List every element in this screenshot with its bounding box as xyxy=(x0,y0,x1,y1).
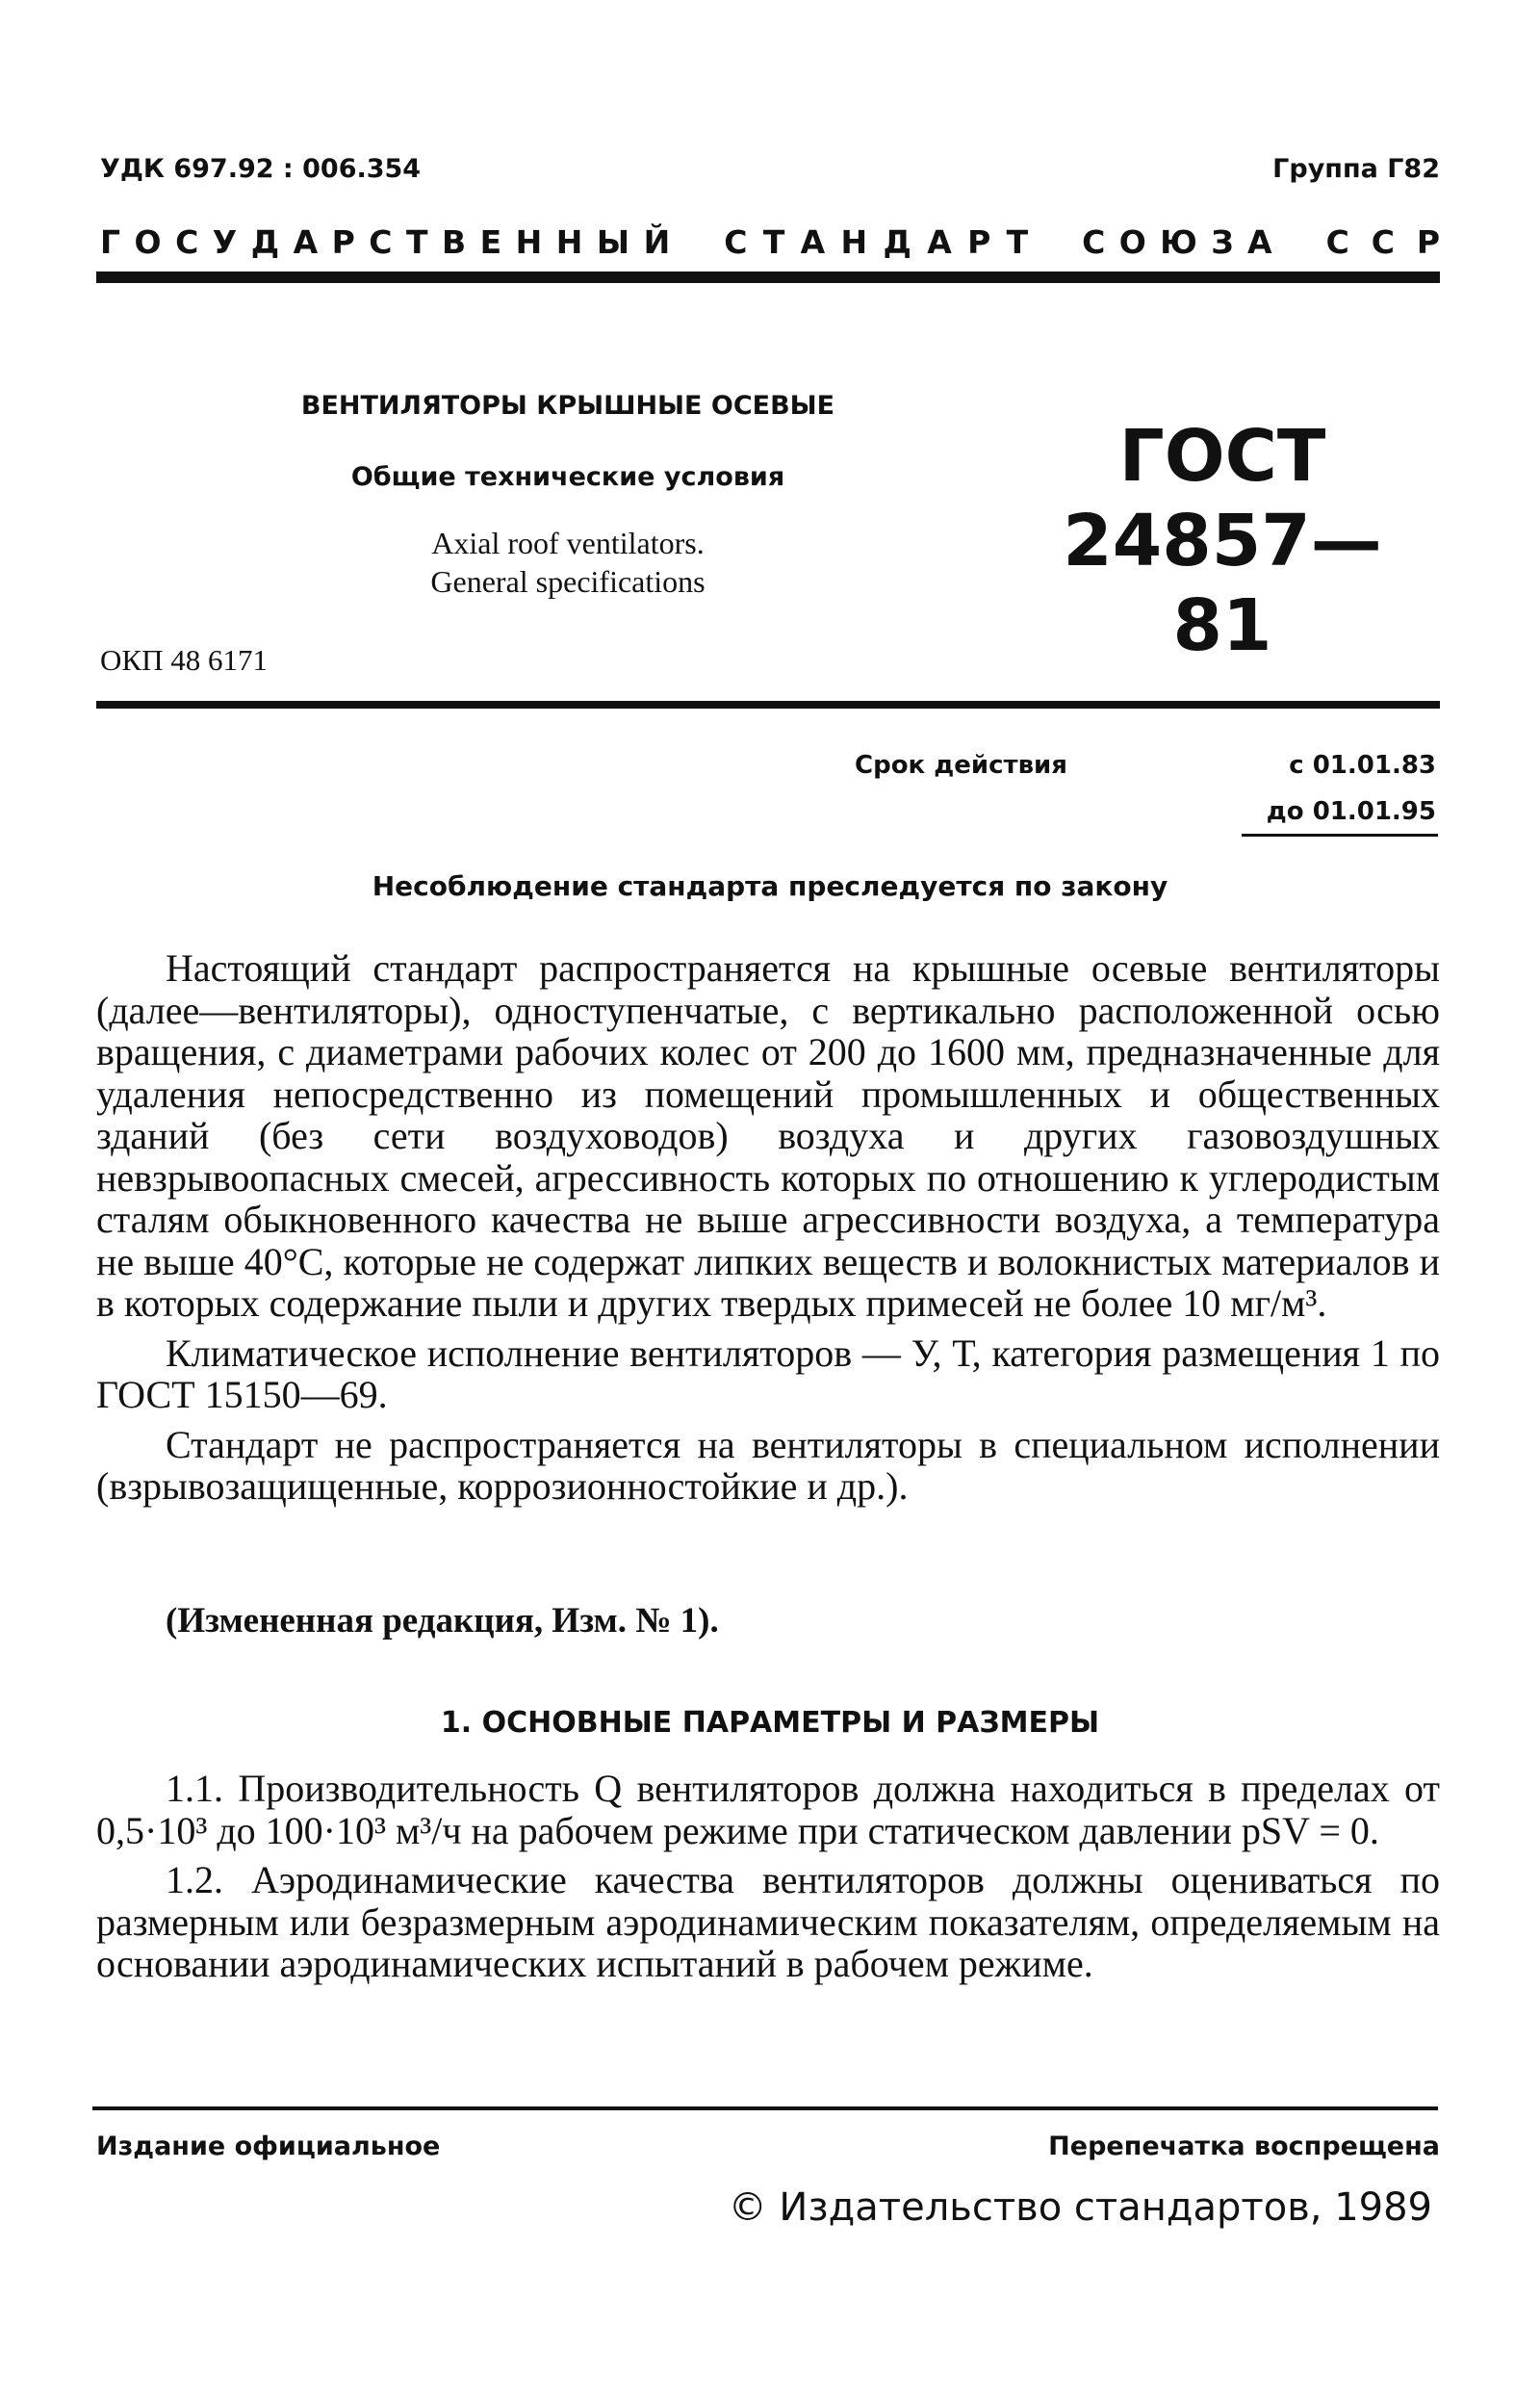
footer-divider xyxy=(92,2106,1438,2110)
item-1-2: 1.2. Аэродинамические качества вентиляторов должны оцениваться по размерным или безразмерным аэродинамическим показателям, определяемым на основании аэродинамических испытаний в рабочем режиме. xyxy=(96,1858,1440,1985)
validity-from: с 01.01.83 xyxy=(1289,751,1436,780)
standard-title-ru: ВЕНТИЛЯТОРЫ КРЫШНЫЕ ОСЕВЫЕ xyxy=(300,391,835,421)
state-standard-heading xyxy=(100,223,1440,261)
copyright-note: © Издательство стандартов, 1989 xyxy=(728,2185,1432,2230)
state-standard-word: С О Ю З А xyxy=(1082,223,1272,261)
law-notice: Несоблюдение стандарта преследуется по закону xyxy=(372,870,1168,902)
gost-label: ГОСТ xyxy=(1118,415,1326,498)
standard-title-en xyxy=(289,524,847,601)
header-divider xyxy=(96,271,1440,283)
state-standard-word: С С Р xyxy=(1325,223,1440,261)
gost-designation xyxy=(1040,414,1405,668)
paragraph: Настоящий стандарт распространяется на крышные осевые вентиляторы (далее—вентиляторы), одноступенчатые, с вертикально расположенной осью вращения, с диаметрами рабочих колес от 200 до 1600 мм, предназначенные для удаления непосредственно из помещений промышленных и общественных зданий (без сети воздуховодов) воздуха и других газовоздушных невзрывоопасных смесей, агрессивность которых по отношению к углеродистым сталям обыкновенного качества не выше агрессивности воздуха, а температура не выше 40°С, которые не содержат липких веществ и волокнистых материалов и в которых содержание пыли и других твердых примесей не более 10 мг/м³. xyxy=(96,946,1440,1325)
udk-code: УДК 697.92 : 006.354 xyxy=(100,154,422,184)
group-code: Группа Г82 xyxy=(1272,154,1440,184)
scope-text xyxy=(96,947,1440,1515)
paragraph: Стандарт не распространяется на вентиляторы в специальном исполнении (взрывозащищенные, коррозионностойкие и др.). xyxy=(96,1422,1440,1508)
state-standard-word: Г О С У Д А Р С Т В Е Н Н Ы Й xyxy=(100,223,671,261)
validity-to: до 01.01.95 xyxy=(1266,797,1436,826)
okp-code: ОКП 48 6171 xyxy=(100,643,268,677)
validity-label: Срок действия xyxy=(855,751,1067,780)
amendment-note: (Измененная редакция, Изм. № 1). xyxy=(166,1601,719,1641)
edition-note: Издание официальное xyxy=(96,2132,441,2161)
section-items xyxy=(96,1768,1440,1993)
standard-subtitle-ru: Общие технические условия xyxy=(350,462,785,492)
validity-underline xyxy=(1242,834,1438,837)
section-heading: 1. ОСНОВНЫЕ ПАРАМЕТРЫ И РАЗМЕРЫ xyxy=(440,1706,1100,1740)
item-1-1: 1.1. Производительность Q вентиляторов должна находиться в пределах от 0,5·10³ до 100·10³ м³/ч на рабочем режиме при статическом давлении pSV = 0. xyxy=(96,1767,1440,1852)
paragraph: Климатическое исполнение вентиляторов — У, Т, категория размещения 1 по ГОСТ 15150—69. xyxy=(96,1331,1440,1416)
reprint-note: Перепечатка воспрещена xyxy=(1048,2132,1440,2161)
title-en-line-2: General specifications xyxy=(430,564,706,599)
state-standard-word: С Т А Н Д А Р Т xyxy=(724,223,1029,261)
title-en-line-1: Axial roof ventilators. xyxy=(431,526,705,560)
gost-number: 24857—81 xyxy=(1063,500,1382,667)
title-divider xyxy=(96,701,1440,709)
